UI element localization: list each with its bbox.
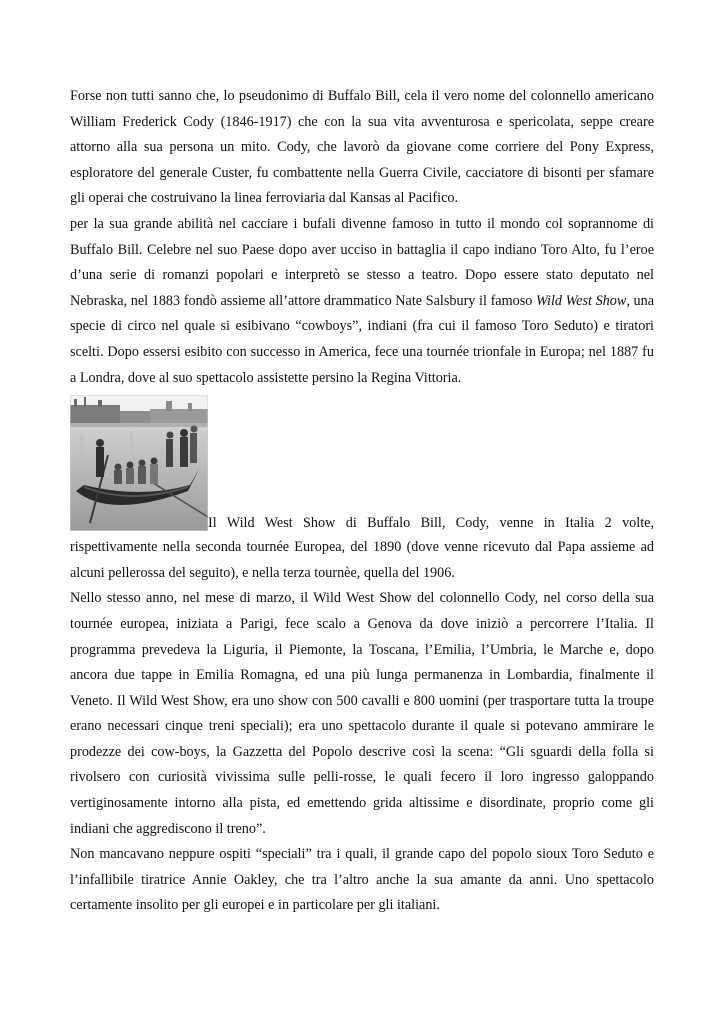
- paragraph-tour-1906: Nello stesso anno, nel mese di marzo, il Wild West Show del colonnello Cody, nel corso della sua tournée europea, iniziata a Parigi, fece scalo a Genova da dove iniziò a percorrere l’Italia. Il programma prevedeva la Liguria, il Piemonte, la Toscana, l’Emilia, l’Umbria, le Marche e, dopo ancora due tappe in Emilia Romagna, ed una più lunga permanenza in Lombardia, finalmente il Veneto. Il Wild West Show, era uno show con 500 cavalli e 800 uomini (per trasportare tutta la troupe erano necessari cinque treni speciali); era uno spettacolo durante il quale si potevano ammirare le prodezze dei cow-boys, la Gazzetta del Popolo descrive così la scena: “Gli sguardi della folla si rivolsero con curiosità vivissima sulle pelli-rosse, le quali fecero il loro ingresso galoppando vertiginosamente intorno alla pista, ed emettendo grida altissime e disordinate, proprio come gli indiani che aggrediscono il treno”.: [70, 590, 654, 837]
- document-page: [70, 84, 654, 919]
- paragraph-italy-visits: rispettivamente nella seconda tournée Europea, del 1890 (dove venne ricevuto dal Papa assieme ad alcuni pellerossa del seguito), e nella terza tournèe, quella del 1906.: [70, 539, 654, 581]
- paragraph-text: , una specie di circo nel quale si esibivano “cowboys”, indiani (fra cui il famoso Toro Seduto) e tiratori scelti. Dopo essersi esibito con successo in America, fece una tournée trionfale in Europa; nel 1887 fu a Londra, dove al suo spettacolo assistette persino la Regina Vittoria.: [70, 292, 655, 386]
- gondola-photo: [70, 395, 208, 531]
- paragraph-wild-west-show: [70, 212, 654, 391]
- photo-row: [70, 395, 654, 535]
- paragraph-intro: Forse non tutti sanno che, lo pseudonimo di Buffalo Bill, cela il vero nome del colonnello americano William Frederick Cody (1846-1917) che con la sua vita avventurosa e spericolata, seppe creare attorno alla sua persona un mito. Cody, che lavorò da giovane come corriere del Pony Express, esploratore del generale Custer, fu combattente nella Guerra Civile, cacciatore di bisonti per sfamare gli operai che costruivano la linea ferroviaria dal Kansas al Pacifico.: [70, 88, 654, 207]
- paragraph-guests: Non mancavano neppure ospiti “speciali” tra i quali, il grande capo del popolo sioux Toro Seduto e l’infallibile tiratrice Annie Oakley, che tra l’altro anche la sua amante da anni. Uno spettacolo certamente insolito per gli europei e in particolare per gli italiani.: [70, 846, 654, 914]
- paragraph-first-line: Il Wild West Show di Buffalo Bill, Cody, venne in Italia 2 volte,: [208, 515, 654, 532]
- show-title-italic: Wild West Show: [536, 292, 627, 309]
- paragraph-text: per la sua grande abilità nel cacciare i bufali divenne famoso in tutto il mondo col soprannome di Buffalo Bill. Celebre nel suo Paese dopo aver ucciso in battaglia il capo indiano Toro Alto, fu l’eroe d’una serie di romanzi popolari e interpretò se stesso a teatro. Dopo essere stato deputato nel Nebraska, nel 1883 fondò assieme all’attore drammatico Nate Salsbury il famoso: [70, 215, 654, 309]
